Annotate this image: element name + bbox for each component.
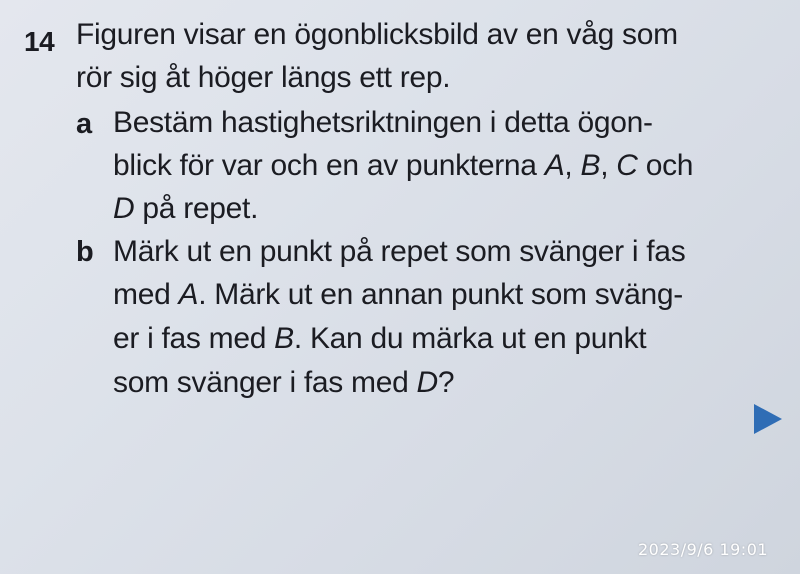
part-a-line-2 (113, 145, 693, 187)
part-b-line-3 (113, 318, 646, 360)
part-b-line-2 (113, 274, 683, 316)
part-a-line-3-text: på repet. (134, 192, 259, 225)
part-a-line-3 (113, 188, 258, 230)
part-b-line-3-text-end: . Kan du märka ut en punkt (293, 322, 647, 355)
part-a-line-1: Bestäm hastighetsriktningen i detta ögon- (113, 106, 653, 139)
separator: , (600, 149, 617, 182)
part-b-letter: b (76, 236, 94, 268)
part-a-line-2-text: blick för var och en av punkterna (113, 149, 545, 182)
problem-intro-line-2: rör sig åt höger längs ett rep. (76, 61, 451, 94)
part-b-line-2-text: med (113, 278, 179, 311)
part-b-line-2-text-end: . Märk ut en annan punkt som sväng- (198, 278, 683, 311)
point-A-label: A (544, 149, 565, 182)
part-b-line-4-text: som svänger i fas med (113, 366, 417, 399)
photo-timestamp: 2023/9/6 19:01 (638, 540, 769, 559)
separator: och (637, 149, 694, 182)
separator: , (564, 149, 581, 182)
point-D-label: D (113, 192, 135, 225)
point-D-label: D (416, 366, 438, 399)
part-b-line-3-text: er i fas med (113, 322, 275, 355)
play-triangle-icon (752, 402, 784, 436)
part-b-line-1: Märk ut en punkt på repet som svänger i fas (113, 235, 686, 268)
point-A-label: A (178, 278, 199, 311)
point-B-label: B (274, 322, 294, 355)
problem-intro-line-1: Figuren visar en ögonblicksbild av en våg som (76, 18, 678, 51)
problem-number: 14 (24, 26, 55, 57)
part-b-line-4-text-end: ? (437, 366, 455, 399)
part-b-line-4 (113, 362, 454, 404)
point-B-label: B (580, 149, 601, 182)
point-C-label: C (616, 149, 638, 182)
part-a-letter: a (76, 108, 93, 140)
